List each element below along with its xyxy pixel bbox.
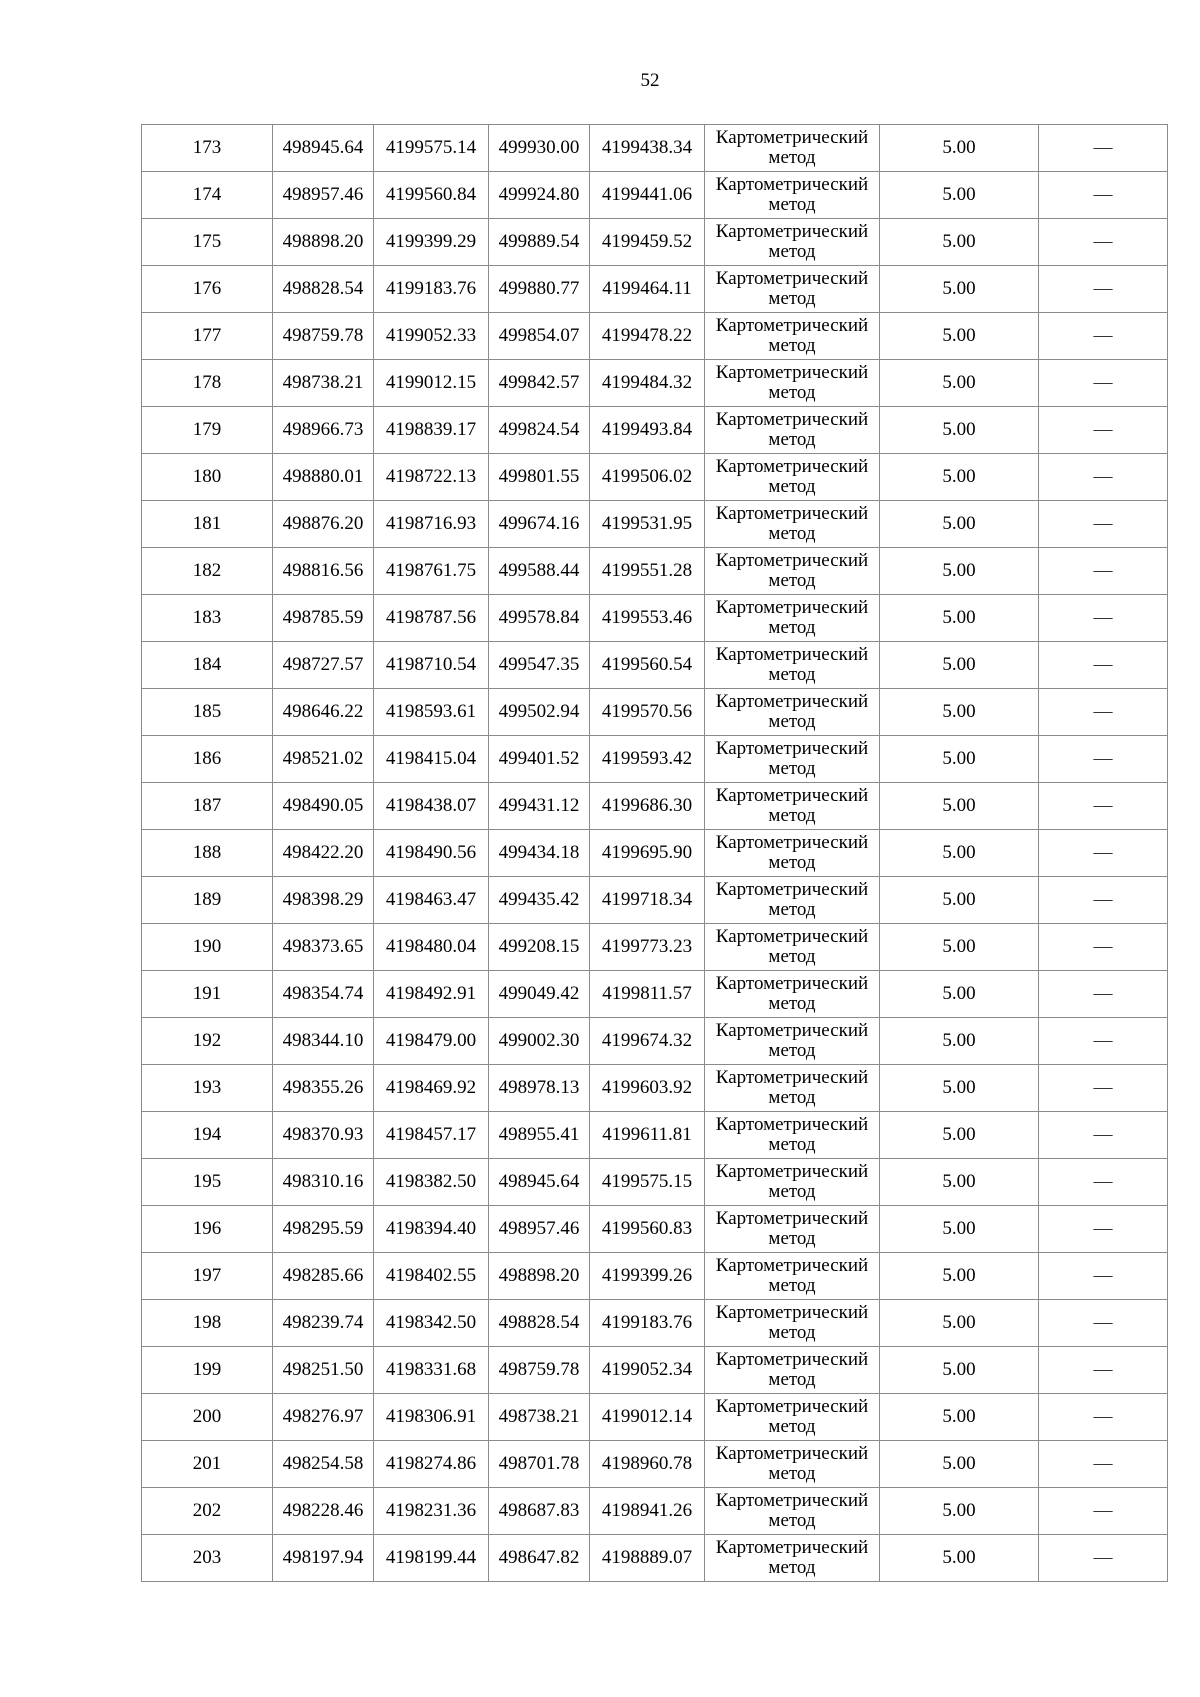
x2-cell: 499547.35 [489, 642, 590, 689]
point-number-cell: 190 [142, 924, 273, 971]
point-number-cell: 202 [142, 1488, 273, 1535]
y1-cell: 4198761.75 [374, 548, 489, 595]
note-cell: — [1039, 360, 1168, 407]
y2-cell: 4199570.56 [590, 689, 705, 736]
note-cell: — [1039, 501, 1168, 548]
accuracy-cell: 5.00 [880, 125, 1039, 172]
point-number-cell: 177 [142, 313, 273, 360]
accuracy-cell: 5.00 [880, 1065, 1039, 1112]
table-row [142, 1488, 1168, 1535]
x1-cell: 498295.59 [273, 1206, 374, 1253]
x1-cell: 498816.56 [273, 548, 374, 595]
x1-cell: 498828.54 [273, 266, 374, 313]
note-cell: — [1039, 1441, 1168, 1488]
y2-cell: 4199464.11 [590, 266, 705, 313]
table-row [142, 971, 1168, 1018]
y1-cell: 4199560.84 [374, 172, 489, 219]
y2-cell: 4199506.02 [590, 454, 705, 501]
point-number-cell: 194 [142, 1112, 273, 1159]
note-cell: — [1039, 877, 1168, 924]
x2-cell: 498828.54 [489, 1300, 590, 1347]
accuracy-cell: 5.00 [880, 1441, 1039, 1488]
note-cell: — [1039, 454, 1168, 501]
accuracy-cell: 5.00 [880, 1300, 1039, 1347]
x2-cell: 499674.16 [489, 501, 590, 548]
x1-cell: 498738.21 [273, 360, 374, 407]
method-cell: Картометрический метод [705, 360, 880, 407]
y2-cell: 4199773.23 [590, 924, 705, 971]
method-cell: Картометрический метод [705, 1488, 880, 1535]
method-cell: Картометрический метод [705, 501, 880, 548]
accuracy-cell: 5.00 [880, 172, 1039, 219]
accuracy-cell: 5.00 [880, 595, 1039, 642]
method-cell: Картометрический метод [705, 266, 880, 313]
method-cell: Картометрический метод [705, 877, 880, 924]
accuracy-cell: 5.00 [880, 1347, 1039, 1394]
y1-cell: 4198457.17 [374, 1112, 489, 1159]
y1-cell: 4198787.56 [374, 595, 489, 642]
note-cell: — [1039, 313, 1168, 360]
y1-cell: 4198394.40 [374, 1206, 489, 1253]
method-cell: Картометрический метод [705, 1441, 880, 1488]
point-number-cell: 181 [142, 501, 273, 548]
table-row [142, 1394, 1168, 1441]
accuracy-cell: 5.00 [880, 877, 1039, 924]
x2-cell: 499002.30 [489, 1018, 590, 1065]
table-row [142, 172, 1168, 219]
method-cell: Картометрический метод [705, 548, 880, 595]
note-cell: — [1039, 1112, 1168, 1159]
x2-cell: 498687.83 [489, 1488, 590, 1535]
accuracy-cell: 5.00 [880, 736, 1039, 783]
y1-cell: 4198710.54 [374, 642, 489, 689]
table-row [142, 219, 1168, 266]
note-cell: — [1039, 830, 1168, 877]
x2-cell: 499854.07 [489, 313, 590, 360]
accuracy-cell: 5.00 [880, 407, 1039, 454]
accuracy-cell: 5.00 [880, 642, 1039, 689]
point-number-cell: 185 [142, 689, 273, 736]
method-cell: Картометрический метод [705, 125, 880, 172]
y2-cell: 4199560.54 [590, 642, 705, 689]
note-cell: — [1039, 1300, 1168, 1347]
y1-cell: 4198463.47 [374, 877, 489, 924]
x1-cell: 498276.97 [273, 1394, 374, 1441]
point-number-cell: 200 [142, 1394, 273, 1441]
method-cell: Картометрический метод [705, 1018, 880, 1065]
accuracy-cell: 5.00 [880, 783, 1039, 830]
note-cell: — [1039, 1488, 1168, 1535]
point-number-cell: 199 [142, 1347, 273, 1394]
accuracy-cell: 5.00 [880, 1112, 1039, 1159]
y2-cell: 4198941.26 [590, 1488, 705, 1535]
y1-cell: 4198492.91 [374, 971, 489, 1018]
table-row [142, 1112, 1168, 1159]
y2-cell: 4199551.28 [590, 548, 705, 595]
accuracy-cell: 5.00 [880, 1394, 1039, 1441]
x1-cell: 498251.50 [273, 1347, 374, 1394]
x1-cell: 498898.20 [273, 219, 374, 266]
table-row [142, 407, 1168, 454]
x1-cell: 498310.16 [273, 1159, 374, 1206]
x2-cell: 498647.82 [489, 1535, 590, 1582]
y1-cell: 4198722.13 [374, 454, 489, 501]
accuracy-cell: 5.00 [880, 454, 1039, 501]
table-row [142, 548, 1168, 595]
y2-cell: 4199052.34 [590, 1347, 705, 1394]
point-number-cell: 179 [142, 407, 273, 454]
table-row [142, 1018, 1168, 1065]
x1-cell: 498646.22 [273, 689, 374, 736]
table-row [142, 783, 1168, 830]
y2-cell: 4199603.92 [590, 1065, 705, 1112]
x1-cell: 498355.26 [273, 1065, 374, 1112]
table-row [142, 1300, 1168, 1347]
note-cell: — [1039, 736, 1168, 783]
note-cell: — [1039, 1535, 1168, 1582]
y2-cell: 4199611.81 [590, 1112, 705, 1159]
y1-cell: 4198593.61 [374, 689, 489, 736]
x1-cell: 498354.74 [273, 971, 374, 1018]
x1-cell: 498966.73 [273, 407, 374, 454]
point-number-cell: 178 [142, 360, 273, 407]
x1-cell: 498957.46 [273, 172, 374, 219]
table-row [142, 266, 1168, 313]
y2-cell: 4199493.84 [590, 407, 705, 454]
y2-cell: 4199484.32 [590, 360, 705, 407]
method-cell: Картометрический метод [705, 1300, 880, 1347]
y2-cell: 4199459.52 [590, 219, 705, 266]
x2-cell: 499588.44 [489, 548, 590, 595]
point-number-cell: 175 [142, 219, 273, 266]
y1-cell: 4198438.07 [374, 783, 489, 830]
y1-cell: 4198716.93 [374, 501, 489, 548]
x2-cell: 498945.64 [489, 1159, 590, 1206]
accuracy-cell: 5.00 [880, 1206, 1039, 1253]
method-cell: Картометрический метод [705, 595, 880, 642]
point-number-cell: 189 [142, 877, 273, 924]
x1-cell: 498228.46 [273, 1488, 374, 1535]
y2-cell: 4199718.34 [590, 877, 705, 924]
y2-cell: 4199686.30 [590, 783, 705, 830]
y2-cell: 4199438.34 [590, 125, 705, 172]
method-cell: Картометрический метод [705, 1394, 880, 1441]
accuracy-cell: 5.00 [880, 219, 1039, 266]
x2-cell: 499502.94 [489, 689, 590, 736]
accuracy-cell: 5.00 [880, 971, 1039, 1018]
note-cell: — [1039, 1018, 1168, 1065]
accuracy-cell: 5.00 [880, 1535, 1039, 1582]
point-number-cell: 186 [142, 736, 273, 783]
x2-cell: 498978.13 [489, 1065, 590, 1112]
y1-cell: 4198199.44 [374, 1535, 489, 1582]
accuracy-cell: 5.00 [880, 830, 1039, 877]
method-cell: Картометрический метод [705, 1159, 880, 1206]
y1-cell: 4198342.50 [374, 1300, 489, 1347]
method-cell: Картометрический метод [705, 1112, 880, 1159]
method-cell: Картометрический метод [705, 736, 880, 783]
accuracy-cell: 5.00 [880, 924, 1039, 971]
point-number-cell: 173 [142, 125, 273, 172]
accuracy-cell: 5.00 [880, 548, 1039, 595]
method-cell: Картометрический метод [705, 407, 880, 454]
table-row [142, 830, 1168, 877]
x1-cell: 498876.20 [273, 501, 374, 548]
table-row [142, 1253, 1168, 1300]
method-cell: Картометрический метод [705, 689, 880, 736]
x2-cell: 499435.42 [489, 877, 590, 924]
y1-cell: 4198402.55 [374, 1253, 489, 1300]
x1-cell: 498759.78 [273, 313, 374, 360]
y1-cell: 4198382.50 [374, 1159, 489, 1206]
accuracy-cell: 5.00 [880, 1253, 1039, 1300]
accuracy-cell: 5.00 [880, 501, 1039, 548]
note-cell: — [1039, 548, 1168, 595]
note-cell: — [1039, 642, 1168, 689]
accuracy-cell: 5.00 [880, 689, 1039, 736]
x2-cell: 499049.42 [489, 971, 590, 1018]
method-cell: Картометрический метод [705, 313, 880, 360]
x1-cell: 498344.10 [273, 1018, 374, 1065]
method-cell: Картометрический метод [705, 971, 880, 1018]
y1-cell: 4198479.00 [374, 1018, 489, 1065]
y1-cell: 4198306.91 [374, 1394, 489, 1441]
y2-cell: 4199183.76 [590, 1300, 705, 1347]
note-cell: — [1039, 1347, 1168, 1394]
table-row [142, 125, 1168, 172]
y2-cell: 4199478.22 [590, 313, 705, 360]
y1-cell: 4199575.14 [374, 125, 489, 172]
table-row [142, 360, 1168, 407]
x2-cell: 498759.78 [489, 1347, 590, 1394]
x2-cell: 498898.20 [489, 1253, 590, 1300]
x2-cell: 499889.54 [489, 219, 590, 266]
y2-cell: 4199695.90 [590, 830, 705, 877]
point-number-cell: 195 [142, 1159, 273, 1206]
x2-cell: 499924.80 [489, 172, 590, 219]
y1-cell: 4199052.33 [374, 313, 489, 360]
method-cell: Картометрический метод [705, 1206, 880, 1253]
table-row [142, 924, 1168, 971]
method-cell: Картометрический метод [705, 1347, 880, 1394]
method-cell: Картометрический метод [705, 454, 880, 501]
y2-cell: 4199553.46 [590, 595, 705, 642]
y1-cell: 4199012.15 [374, 360, 489, 407]
table-row [142, 501, 1168, 548]
note-cell: — [1039, 924, 1168, 971]
x2-cell: 498738.21 [489, 1394, 590, 1441]
point-number-cell: 187 [142, 783, 273, 830]
x1-cell: 498785.59 [273, 595, 374, 642]
x1-cell: 498197.94 [273, 1535, 374, 1582]
point-number-cell: 182 [142, 548, 273, 595]
y1-cell: 4199399.29 [374, 219, 489, 266]
point-number-cell: 196 [142, 1206, 273, 1253]
x1-cell: 498254.58 [273, 1441, 374, 1488]
y1-cell: 4199183.76 [374, 266, 489, 313]
x1-cell: 498727.57 [273, 642, 374, 689]
accuracy-cell: 5.00 [880, 1018, 1039, 1065]
x1-cell: 498490.05 [273, 783, 374, 830]
note-cell: — [1039, 219, 1168, 266]
y1-cell: 4198469.92 [374, 1065, 489, 1112]
method-cell: Картометрический метод [705, 783, 880, 830]
method-cell: Картометрический метод [705, 830, 880, 877]
note-cell: — [1039, 689, 1168, 736]
x1-cell: 498521.02 [273, 736, 374, 783]
coordinates-table [141, 124, 1168, 1582]
point-number-cell: 191 [142, 971, 273, 1018]
y1-cell: 4198839.17 [374, 407, 489, 454]
x2-cell: 498957.46 [489, 1206, 590, 1253]
y2-cell: 4199531.95 [590, 501, 705, 548]
point-number-cell: 183 [142, 595, 273, 642]
y2-cell: 4198960.78 [590, 1441, 705, 1488]
note-cell: — [1039, 1065, 1168, 1112]
note-cell: — [1039, 1253, 1168, 1300]
table-row [142, 877, 1168, 924]
note-cell: — [1039, 595, 1168, 642]
accuracy-cell: 5.00 [880, 266, 1039, 313]
table-row [142, 1535, 1168, 1582]
y2-cell: 4199575.15 [590, 1159, 705, 1206]
x2-cell: 499578.84 [489, 595, 590, 642]
table-row [142, 1347, 1168, 1394]
note-cell: — [1039, 1394, 1168, 1441]
table-row [142, 1159, 1168, 1206]
table-row [142, 595, 1168, 642]
x1-cell: 498370.93 [273, 1112, 374, 1159]
method-cell: Картометрический метод [705, 642, 880, 689]
y2-cell: 4199593.42 [590, 736, 705, 783]
x2-cell: 499401.52 [489, 736, 590, 783]
note-cell: — [1039, 266, 1168, 313]
x1-cell: 498285.66 [273, 1253, 374, 1300]
x1-cell: 498945.64 [273, 125, 374, 172]
x2-cell: 498701.78 [489, 1441, 590, 1488]
method-cell: Картометрический метод [705, 219, 880, 266]
note-cell: — [1039, 407, 1168, 454]
x2-cell: 499930.00 [489, 125, 590, 172]
point-number-cell: 197 [142, 1253, 273, 1300]
point-number-cell: 198 [142, 1300, 273, 1347]
table-row [142, 736, 1168, 783]
y2-cell: 4198889.07 [590, 1535, 705, 1582]
y1-cell: 4198274.86 [374, 1441, 489, 1488]
table-row [142, 313, 1168, 360]
x2-cell: 499824.54 [489, 407, 590, 454]
x2-cell: 499208.15 [489, 924, 590, 971]
accuracy-cell: 5.00 [880, 360, 1039, 407]
point-number-cell: 192 [142, 1018, 273, 1065]
y1-cell: 4198331.68 [374, 1347, 489, 1394]
table-row [142, 1441, 1168, 1488]
y1-cell: 4198415.04 [374, 736, 489, 783]
y2-cell: 4199560.83 [590, 1206, 705, 1253]
method-cell: Картометрический метод [705, 172, 880, 219]
y2-cell: 4199012.14 [590, 1394, 705, 1441]
point-number-cell: 176 [142, 266, 273, 313]
point-number-cell: 184 [142, 642, 273, 689]
point-number-cell: 203 [142, 1535, 273, 1582]
note-cell: — [1039, 1206, 1168, 1253]
method-cell: Картометрический метод [705, 924, 880, 971]
accuracy-cell: 5.00 [880, 1488, 1039, 1535]
point-number-cell: 174 [142, 172, 273, 219]
y2-cell: 4199441.06 [590, 172, 705, 219]
point-number-cell: 188 [142, 830, 273, 877]
note-cell: — [1039, 1159, 1168, 1206]
y1-cell: 4198231.36 [374, 1488, 489, 1535]
x2-cell: 499431.12 [489, 783, 590, 830]
method-cell: Картометрический метод [705, 1535, 880, 1582]
table-body [142, 125, 1168, 1582]
note-cell: — [1039, 125, 1168, 172]
note-cell: — [1039, 783, 1168, 830]
x2-cell: 499434.18 [489, 830, 590, 877]
y2-cell: 4199399.26 [590, 1253, 705, 1300]
x1-cell: 498239.74 [273, 1300, 374, 1347]
accuracy-cell: 5.00 [880, 313, 1039, 360]
y2-cell: 4199674.32 [590, 1018, 705, 1065]
point-number-cell: 201 [142, 1441, 273, 1488]
x1-cell: 498398.29 [273, 877, 374, 924]
table-row [142, 689, 1168, 736]
table-row [142, 454, 1168, 501]
x2-cell: 498955.41 [489, 1112, 590, 1159]
page-number: 52 [640, 70, 660, 91]
x2-cell: 499842.57 [489, 360, 590, 407]
point-number-cell: 193 [142, 1065, 273, 1112]
point-number-cell: 180 [142, 454, 273, 501]
note-cell: — [1039, 172, 1168, 219]
method-cell: Картометрический метод [705, 1065, 880, 1112]
note-cell: — [1039, 971, 1168, 1018]
y2-cell: 4199811.57 [590, 971, 705, 1018]
y1-cell: 4198490.56 [374, 830, 489, 877]
x2-cell: 499801.55 [489, 454, 590, 501]
table-row [142, 642, 1168, 689]
x2-cell: 499880.77 [489, 266, 590, 313]
accuracy-cell: 5.00 [880, 1159, 1039, 1206]
method-cell: Картометрический метод [705, 1253, 880, 1300]
table-row [142, 1206, 1168, 1253]
y1-cell: 4198480.04 [374, 924, 489, 971]
x1-cell: 498422.20 [273, 830, 374, 877]
x1-cell: 498880.01 [273, 454, 374, 501]
x1-cell: 498373.65 [273, 924, 374, 971]
table-row [142, 1065, 1168, 1112]
